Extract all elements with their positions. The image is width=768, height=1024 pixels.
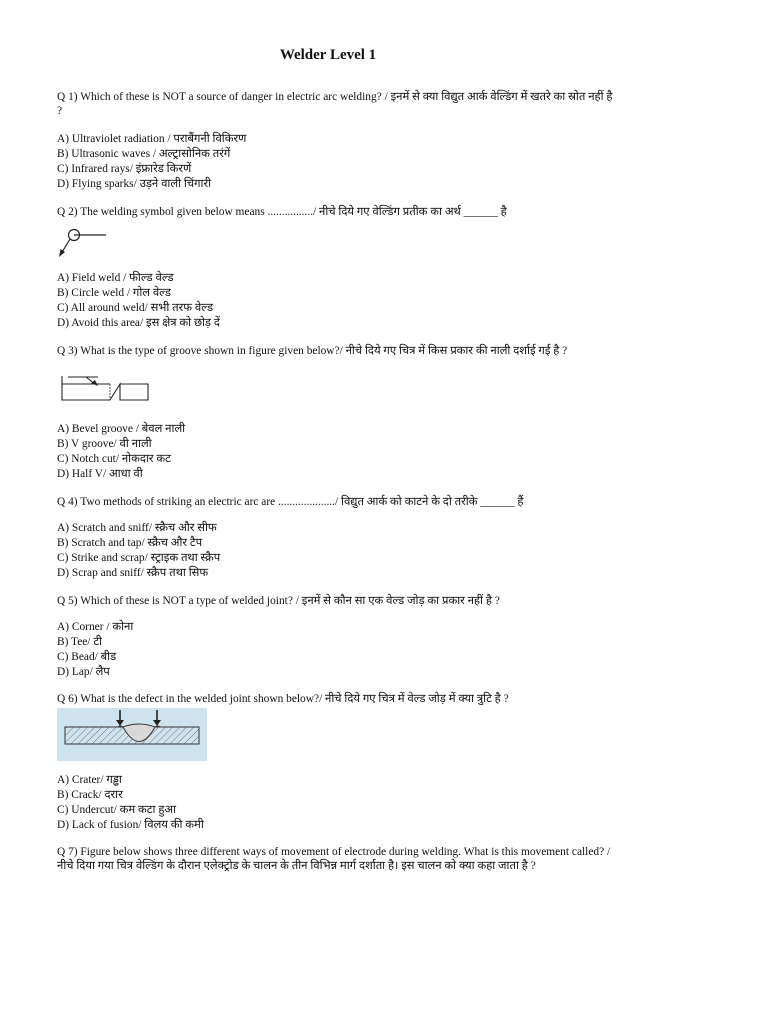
option-c: C) Bead/ बीड bbox=[57, 651, 117, 663]
field-weld-symbol-figure bbox=[58, 220, 110, 258]
weld-defect-figure bbox=[57, 708, 207, 761]
option-a: A) Corner / कोना bbox=[57, 621, 134, 633]
option-d: D) Lap/ लैप bbox=[57, 666, 110, 678]
option-c: C) Infrared rays/ इंफ्रारेड किरणें bbox=[57, 163, 192, 175]
option-a: A) Ultraviolet radiation / पराबैंगनी विकिरण bbox=[57, 133, 247, 145]
option-d: D) Avoid this area/ इस क्षेत्र को छोड़ दें bbox=[57, 317, 220, 329]
option-b: B) Tee/ टी bbox=[57, 636, 103, 648]
option-b: B) Circle weld / गोल वेल्ड bbox=[57, 287, 171, 299]
question-5: Q 5) Which of these is NOT a type of welded joint? / इनमें से कौन सा एक वेल्ड जोड़ का प्रकार नहीं है ? bbox=[57, 595, 500, 607]
option-a: A) Bevel groove / बेवल नाली bbox=[57, 423, 186, 435]
question-1: Q 1) Which of these is NOT a source of danger in electric arc welding? / इनमें से क्या विद्युत आर्क वेल्डिंग में खतरे का स्रोत नहीं है ? bbox=[57, 91, 613, 117]
question-5-options bbox=[57, 620, 133, 680]
option-c: C) All around weld/ सभी तरफ वेल्ड bbox=[57, 302, 214, 314]
option-c: C) Undercut/ कम कटा हुआ bbox=[57, 804, 177, 816]
question-3-options bbox=[57, 422, 185, 482]
question-2: Q 2) The welding symbol given below means ................/ नीचे दिये गए वेल्डिंग प्रतीक का अर्थ ______ है bbox=[57, 206, 507, 218]
question-7: Q 7) Figure below shows three different ways of movement of electrode during welding. What is this movement called? / नीचे दिया गया चित्र वेल्डिंग के दौरान एलेक्ट्रोड के चालन के तीन विभिन्न मार्ग दर्शाता है। इस चालन को क्या कहा जाता है ? bbox=[57, 846, 611, 872]
question-6: Q 6) What is the defect in the welded joint shown below?/ नीचे दिये गए चित्र में वेल्ड जोड़ में क्या त्रुटि है ? bbox=[57, 693, 509, 705]
option-d: D) Scrap and sniff/ स्क्रैप तथा सिफ bbox=[57, 567, 209, 579]
question-1-options bbox=[57, 132, 246, 192]
bevel-groove-figure bbox=[58, 372, 150, 404]
option-c: C) Strike and scrap/ स्ट्राइक तथा स्क्रैप bbox=[57, 552, 221, 564]
option-d: D) Flying sparks/ उड़ने वाली चिंगारी bbox=[57, 178, 212, 190]
question-2-options bbox=[57, 271, 220, 331]
option-c: C) Notch cut/ नोकदार कट bbox=[57, 453, 171, 465]
page-title: Welder Level 1 bbox=[279, 47, 377, 63]
question-6-options bbox=[57, 773, 204, 833]
option-a: A) Field weld / फील्ड वेल्ड bbox=[57, 272, 174, 284]
option-b: B) Crack/ दरार bbox=[57, 789, 123, 801]
option-d: D) Half V/ आधा वी bbox=[57, 468, 143, 480]
option-b: B) V groove/ वी नाली bbox=[57, 438, 152, 450]
option-b: B) Scratch and tap/ स्क्रैच और टैप bbox=[57, 537, 203, 549]
question-4: Q 4) Two methods of striking an electric arc are ..................../ विद्युत आर्क को काटने के दो तरीके ______ हैं bbox=[57, 496, 524, 508]
question-3: Q 3) What is the type of groove shown in figure given below?/ नीचे दिये गए चित्र में किस प्रकार की नाली दर्शाई गई है ? bbox=[57, 345, 568, 357]
option-d: D) Lack of fusion/ विलय की कमी bbox=[57, 819, 204, 831]
option-b: B) Ultrasonic waves / अल्ट्रासोनिक तरंगें bbox=[57, 148, 231, 160]
question-4-options bbox=[57, 521, 220, 581]
option-a: A) Scratch and sniff/ स्क्रैच और सीफ bbox=[57, 522, 217, 534]
option-a: A) Crater/ गड्ढा bbox=[57, 774, 122, 786]
